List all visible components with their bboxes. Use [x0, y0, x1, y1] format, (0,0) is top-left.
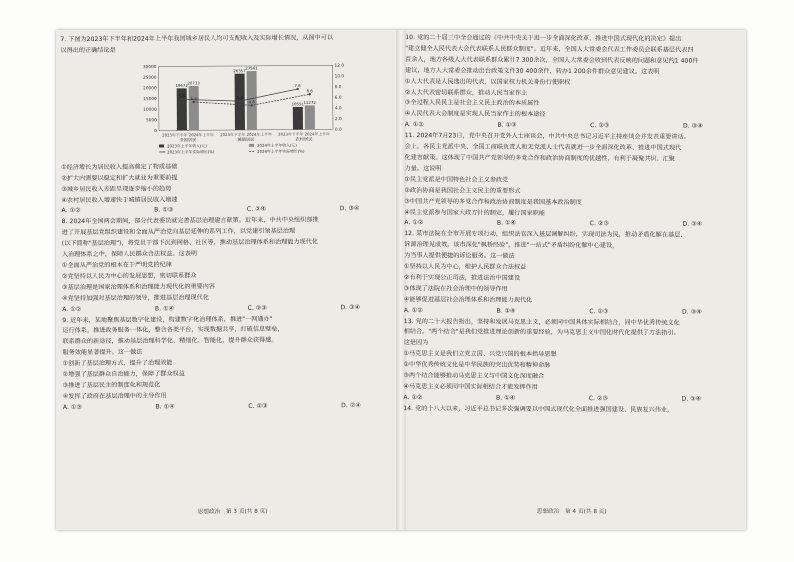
- q12-option: ②有利于实现公正司法，推进法治中国建设: [403, 274, 521, 282]
- q11-stem-line: 力量。这说明: [404, 164, 442, 173]
- q7-stem-line: 以得出的正确结论是: [60, 46, 116, 55]
- q10-option: ②人大代表密切联系群众，推动人民当家作主: [404, 88, 528, 97]
- q10-choice-c: C. ②③: [590, 122, 610, 130]
- q9-option: ①创新了基层治理方式，提升了治理效能: [62, 359, 173, 368]
- y2-tick-label: 6.0: [334, 94, 342, 100]
- q7-choice-c: C. ②④: [246, 206, 267, 214]
- legend-swatch: [249, 144, 254, 147]
- q11-option: ②政治协商是我国社会主义民主的重要形式: [404, 186, 521, 195]
- growth-point: [239, 100, 241, 102]
- q7-choice-b: B. ①③: [154, 206, 174, 214]
- left-page: [60, 33, 401, 523]
- q9-option: ③推进了基层民主的制度化和规范化: [62, 381, 161, 390]
- x-category-label: 2023年下半年 2024年上半年: [278, 131, 330, 137]
- q8-stem-line: 入治理体系之中，保障人民群众合法权益。这表明: [61, 250, 198, 259]
- q11-option: ③中国共产党领导的多党合作和政治协商制度是我国基本政治制度: [404, 197, 582, 206]
- q9-choice-d: D. ②④: [341, 401, 361, 409]
- q10-stem-line: "建立健全人民代表大会代表联系人民群众制度"。近年来，全国人大常委会代表工作委员会联系基层代表四: [405, 45, 694, 54]
- y-tick-label: 25000: [142, 74, 157, 80]
- bar-value-label: 10551: [291, 101, 304, 107]
- q13-stem-line: 相结合。"两个结合"是我们党推进理论创新的重要经验，为马克思主义中国化时代化提供了方法指引。: [403, 328, 680, 338]
- q11-choice-b: B. ①④: [496, 220, 517, 228]
- q8-option: ②党坚持以人民为中心的发展思想，密切联系群众: [61, 272, 197, 281]
- bar-2: [305, 105, 315, 129]
- y2-tick-label: 4.0: [334, 105, 342, 111]
- q11-option: ①民主党派是中国特色社会主义参政党: [404, 175, 509, 184]
- q11-stem-line: 11. 2024年7月23日，党中央召开党外人士座谈会，中共中央总书记习近平主持座谈会并发表重要讲话。: [404, 132, 690, 141]
- q7-option: ②扩大内需要以稳定和扩大就业为重要前提: [61, 174, 178, 182]
- y-tick-label: 30000: [142, 63, 157, 69]
- bar-value-label: 19672: [175, 82, 188, 88]
- growth-value-label: 6.6: [306, 88, 313, 94]
- q8-option: ④党坚持加强对基层治理的领导，推进基层治理现代化: [62, 293, 209, 302]
- y-tick-label: 10000: [143, 106, 157, 112]
- question-11: [404, 131, 743, 231]
- bar-value-label: 20733: [187, 80, 200, 86]
- q13-choice-d: D. ③④: [681, 395, 702, 403]
- y-tick-label: 0: [154, 127, 157, 133]
- x-group-label: 城镇居民: [237, 136, 255, 142]
- q9-stem-line: 运行体系，推进政务服务一体化，整合各类平台，实现数据共享，打破信息壁垒，: [62, 326, 284, 335]
- q11-choice-c: C. ②③: [589, 220, 610, 228]
- q12-stem-line: 12. 某市法院在全市开展专项行动，组织法官深入基层调解纠纷，实现司法为民，推动矛盾化解在基层、: [404, 230, 687, 239]
- q11-option: ④民主党派参与国家大政方针的制定，履行国家职能: [404, 208, 546, 217]
- growth-point: [251, 104, 253, 106]
- growth-point: [296, 88, 298, 90]
- y2-tick-label: 2.0: [334, 115, 342, 121]
- q11-choice-d: D. ③④: [682, 220, 703, 229]
- q13-option: ①马克思主义是我们立党立国、兴党兴国的根本指导思想: [403, 350, 557, 359]
- q12-stem-line: 诉源治理见成效。该市深化"枫桥经验"，推进"一站式"矛盾纠纷化解中心建设，: [404, 241, 619, 250]
- bar-value-label: 27561: [245, 65, 258, 71]
- question-10: [405, 33, 744, 133]
- income-chart: [132, 59, 373, 161]
- legend-swatch: [159, 144, 164, 147]
- growth-value-label: 7.6: [294, 82, 301, 88]
- growth-value-label: 5.8: [178, 93, 185, 99]
- q12-option: ④能够促进基层社会治理体系和治理能力现代化: [403, 295, 533, 304]
- legend-label: 2023年上半年收入(元): [167, 142, 207, 149]
- q9-choice-b: B. ①④: [155, 403, 175, 411]
- q8-choice-b: B. ①④: [154, 304, 175, 313]
- q12-choice-d: D. ③④: [682, 308, 702, 316]
- growth-value-label: 4.6: [248, 99, 255, 105]
- q8-choice-d: D. ③④: [340, 303, 361, 311]
- legend-label: 2024年上半年收入(元): [257, 142, 297, 148]
- q9-option: ④发挥了政府在基层治理中的主导作用: [62, 392, 167, 401]
- y-tick-label: 15000: [143, 95, 157, 101]
- q11-stem-line: 会上，各民主党派中央、全国工商联负责人和无党派人士代表就进一步全面深化改革、推进中国式现代: [404, 143, 682, 152]
- y2-tick-label: 0.0: [334, 126, 342, 132]
- q11-choice-a: A. ①②: [404, 219, 424, 227]
- growth-point: [309, 93, 311, 95]
- q10-option: ③全过程人民民主是社会主义民主政治的本质属性: [404, 99, 540, 108]
- right-page-footer: 思想政治 第 4 页(共 8 页): [536, 508, 607, 516]
- q13-option: ④马克思主义必须同中国实际相结合才能发挥作用: [403, 383, 538, 391]
- q10-stem-line: 建议，地方人大常委会推动出台政策文件30 400余件，转办1 200余件群众意见建议。这表明: [405, 66, 660, 76]
- q13-stem-line: 13. 党的二十大报告指出，坚持和发展马克思主义，必须同中国具体实际相结合，同中华优秀传统文化: [403, 317, 680, 327]
- q9-choice-c: C. ②③: [248, 402, 268, 410]
- y-tick-label: 5000: [146, 117, 157, 123]
- q7-choice-d: D. ③④: [339, 205, 360, 213]
- q13-choice-c: C. ②③: [588, 394, 609, 403]
- q13-choice-a: A. ①②: [403, 394, 423, 402]
- q9-option: ②增强了基层群众自治能力，保障了群众权益: [62, 370, 185, 379]
- q13-stem-line: 这是因为: [403, 339, 429, 347]
- bar-2: [189, 86, 199, 130]
- x-category-label: 2023年下半年 2024年上半年: [220, 131, 272, 137]
- q13-option: ②中华优秀传统文化是中华民族的突出优势和精神命脉: [403, 361, 551, 370]
- right-page: [403, 33, 744, 523]
- q12-stem-line: 为当事人提供便捷的诉讼服务。这一做法: [404, 252, 515, 260]
- legend-label: 2023年上半年实际增长(%): [167, 148, 215, 155]
- q10-option: ①人大代表是人民选出的代表，以国家权力机关身份行使职权: [405, 77, 571, 86]
- q7-option: ④农村居民收入增速快于城镇居民收入增速: [61, 195, 178, 204]
- bar-value-label: 26357: [233, 67, 246, 74]
- question-12: [404, 229, 742, 318]
- q7-choice-a: A. ①②: [61, 207, 81, 215]
- growth-value-label: 5.3: [190, 95, 197, 101]
- question-8: [62, 215, 401, 316]
- q10-option: ④人民代表大会制度是实现人民当家作主的根本途径: [404, 110, 546, 119]
- q9-stem-line: 联系群众的新途径，推动基层治理科学化、精细化、智能化，提升群众获得感。: [62, 336, 278, 346]
- x-category-label: 2023年下半年 2024年上半年: [162, 131, 214, 138]
- question-9: [62, 313, 401, 414]
- x-group-label: 全国居民: [179, 137, 197, 143]
- growth-point: [193, 101, 195, 103]
- q8-choice-a: A. ①②: [62, 305, 82, 313]
- q12-choice-c: C. ②③: [589, 307, 609, 315]
- q10-stem-line: 百余人，地方各级人大代表联系群众累计7 300余次，全国人大常委会收到代表反映的问题和意见约1 400件: [405, 55, 699, 65]
- q8-stem-line: (以下简称"基层治理")，将党员干部下沉到网格、社区等，推动基层治理体系和治理能力现代化: [61, 238, 319, 248]
- legend-label: 2024年上半年实际增长(%): [257, 148, 305, 154]
- q9-stem-line: 服务效能显著提升。这一做法: [62, 348, 143, 357]
- x-group-label: 农村居民: [295, 136, 313, 142]
- q8-option: ①全面从严治党的根本在于严明党的纪律: [61, 261, 172, 270]
- q7-stem-line: 7. 下图为2023年下半年和2024年上半年我国城乡居民人均可支配收入及实际增长情况，从图中可以: [60, 34, 334, 44]
- exam-paper-spread: [56, 30, 746, 530]
- q13-choice-b: B. ①④: [495, 394, 516, 402]
- income-chart-svg: [132, 59, 373, 161]
- y2-tick-label: 10.0: [334, 73, 345, 79]
- q8-stem-line: 8. 2024年全国两会期间，部分代表委员就完善基层治理建言献策。近年来，中共中央组织部推: [61, 216, 319, 226]
- q10-choice-d: D. ③④: [682, 122, 703, 130]
- y-tick-label: 20000: [143, 85, 157, 91]
- q9-choice-a: A. ①③: [62, 403, 83, 411]
- q14-stem-line: 14. 党的十八大以来，习近平总书记多次强调要以中国式现代化全面推进强国建设、民族复兴伟业，: [403, 404, 674, 414]
- q11-stem-line: 化建言献策。这体现了中国共产党领导的多党合作和政治协商制度的优越性，有利于凝聚共识、汇聚: [404, 154, 675, 163]
- growth-value-label: 5.4: [236, 94, 243, 100]
- q10-choice-b: B. ①③: [497, 121, 517, 129]
- question-14: [403, 404, 741, 417]
- growth-point: [181, 98, 183, 100]
- y2-tick-label: 8.0: [334, 83, 342, 89]
- left-page-footer: 思想政治 第 3 页(共 8 页): [197, 508, 268, 516]
- y2-tick-label: 12.0: [334, 62, 345, 68]
- q9-stem-line: 9. 近年来，某地聚焦基层数字化建设，构建数字化治理体系，推进"一网通办": [62, 315, 273, 324]
- question-13: [403, 317, 741, 406]
- question-7: [60, 33, 399, 218]
- q10-choice-a: A. ①②: [404, 121, 424, 129]
- q8-stem-line: 进了开展基层党组织建设和全面从严治党向基层延伸的系列工作，以党建引领基层治理: [61, 227, 296, 237]
- q8-option: ③基层治理是国家治理体系和治理能力现代化的重要内容: [62, 282, 216, 291]
- q12-option: ①坚持以人民为中心，维护人民群众合法权益: [404, 263, 527, 271]
- q12-choice-b: B. ①④: [496, 307, 516, 315]
- q13-option: ③两个结合能够推动马克思主义与中国文化深度融合: [403, 372, 545, 380]
- q12-choice-a: A. ①②: [403, 306, 423, 314]
- bar-value-label: 11272: [303, 99, 316, 105]
- q10-stem-line: 10. 党的二十届三中全会通过的《中共中央关于进一步全面深化改革、推进中国式现代化的决定》提出: [405, 34, 682, 43]
- q7-option: ①经济增长为居民收入提高奠定了物质基础: [61, 163, 178, 171]
- q8-choice-c: C. ②③: [247, 304, 267, 312]
- bar-1: [293, 107, 303, 130]
- q7-option: ③城乡居民收入差距呈现逐步缩小的趋势: [61, 185, 172, 193]
- q12-option: ③体现了法院在社会治理中的领导作用: [403, 284, 508, 293]
